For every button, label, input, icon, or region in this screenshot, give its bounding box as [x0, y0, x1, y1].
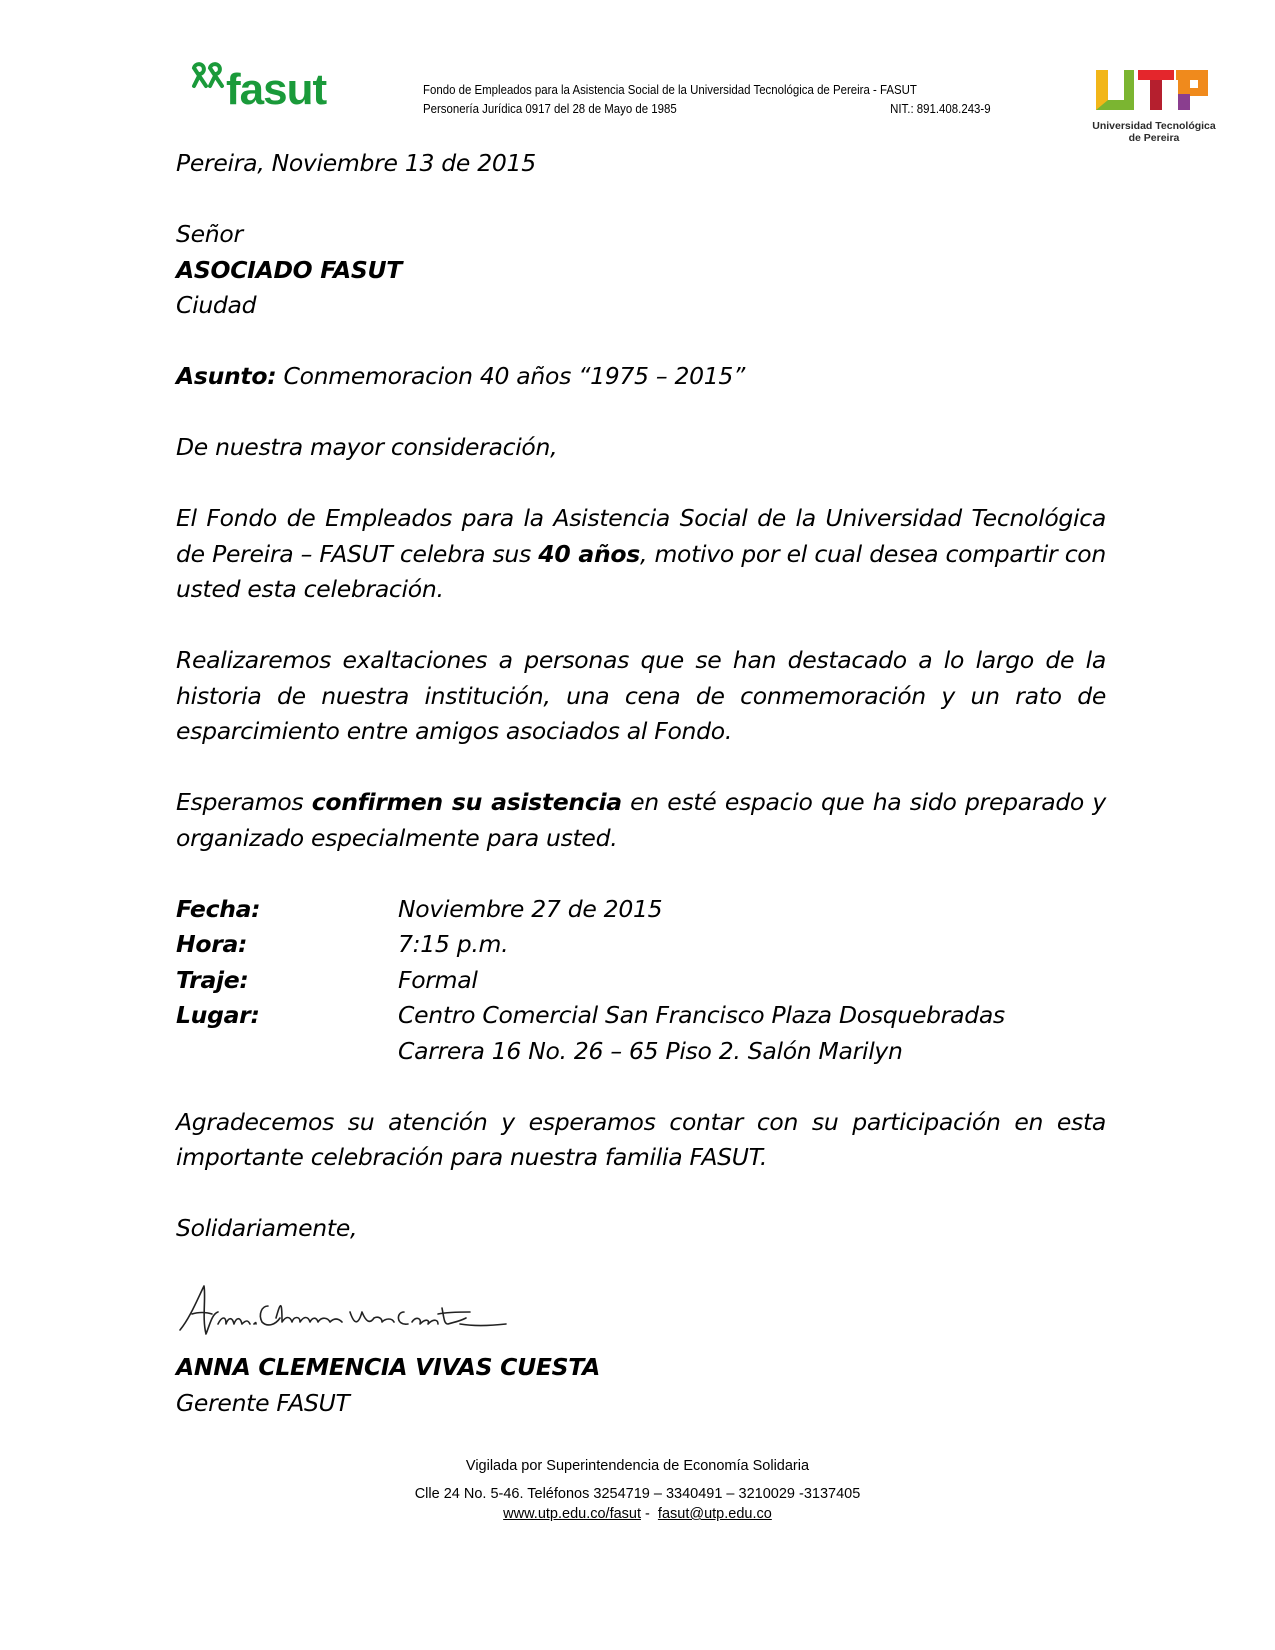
header-org-info [423, 80, 991, 118]
org-name-line: Fondo de Empleados para la Asistencia Social de la Universidad Tecnológica de Pereira - FASUT [423, 82, 917, 97]
signer-name-text: ANNA CLEMENCIA VIVAS CUESTA [176, 1353, 601, 1381]
email-link[interactable]: fasut@utp.edu.co [657, 1506, 772, 1522]
footer-separator: - [641, 1506, 658, 1522]
traje-value: Formal [398, 965, 478, 994]
paragraph-4: Agradecemos su atención y esperamos contar con su participación en esta importante celebración para nuestra familia FASUT. [176, 1107, 1106, 1171]
salutation: Señor [176, 220, 243, 248]
recipient-city: Ciudad [176, 291, 257, 319]
letter-date: Pereira, Noviembre 13 de 2015 [176, 149, 536, 177]
fecha-label: Fecha: [176, 894, 261, 923]
signer-name [176, 1350, 600, 1386]
fecha-value: Noviembre 27 de 2015 [398, 894, 663, 923]
nit-number: NIT.: 891.408.243-9 [890, 101, 991, 116]
paragraph-2: Realizaremos exaltaciones a personas que se han destacado a lo largo de la historia de nuestra institución, una cena de conmemoración y un rato de esparcimiento entre amigos asociados al Fondo. [176, 646, 1106, 745]
subject-label: Asunto: [176, 362, 277, 390]
lugar-value-2: Carrera 16 No. 26 – 65 Piso 2. Salón Marilyn [398, 1036, 903, 1065]
traje-label: Traje: [176, 965, 249, 994]
subject-line [176, 359, 1106, 395]
hora-value: 7:15 p.m. [398, 930, 509, 958]
paragraph-3-text-b: en esté espacio que ha sido preparado y organizado especialmente para usted. [176, 788, 1106, 852]
paragraph-3 [176, 785, 1106, 856]
recipient [176, 253, 1106, 289]
event-details [176, 892, 1106, 1070]
footer-address: Clle 24 No. 5-46. Teléfonos 3254719 – 3340491 – 3210029 -3137405 [414, 1486, 861, 1502]
utp-name-line-1: Universidad Tecnológica [1092, 120, 1216, 132]
footer [0, 1452, 1275, 1524]
lugar-value-1: Centro Comercial San Francisco Plaza Dosquebradas [398, 1001, 1005, 1029]
fasut-logo-text: fasut [226, 65, 327, 114]
website-link[interactable]: www.utp.edu.co/fasut [503, 1506, 641, 1522]
recipient-name: ASOCIADO FASUT [176, 255, 402, 284]
utp-name [1090, 120, 1218, 144]
legal-registration: Personería Jurídica 0917 del 28 de Mayo de 1985 [423, 101, 677, 116]
greeting: De nuestra mayor consideración, [176, 433, 558, 461]
paragraph-3-text-a: Esperamos [176, 788, 312, 816]
handwritten-signature [176, 1278, 536, 1346]
legal-line [423, 99, 991, 118]
footer-supervision: Vigilada por Superintendencia de Economía Solidaria [465, 1458, 810, 1474]
signer-block [176, 1350, 600, 1421]
letter-body [176, 146, 1106, 1247]
hora-label: Hora: [176, 930, 248, 958]
utp-logo [1090, 64, 1220, 150]
paragraph-1-text-a: El Fondo de Empleados para la Asistencia Social de la Universidad Tecnológica de Pereira – FASUT celebra sus [176, 504, 1106, 568]
paragraph-3-bold: confirmen su asistencia [311, 788, 622, 816]
paragraph-1-text-b: , motivo por el cual desea compartir con usted esta celebración. [176, 539, 1106, 603]
footer-links [0, 1504, 1275, 1524]
fasut-ribbon-icon [190, 60, 230, 90]
utp-mark-icon [1094, 64, 1214, 118]
signer-title: Gerente FASUT [176, 1388, 350, 1417]
lugar-label: Lugar: [176, 1001, 260, 1029]
paragraph-1-bold: 40 años [538, 539, 640, 568]
paragraph-1 [176, 501, 1106, 608]
utp-name-line-2: de Pereira [1128, 132, 1180, 144]
fasut-logo [190, 58, 350, 130]
subject-text: Conmemoracion 40 años “1975 – 2015” [276, 362, 745, 390]
closing: Solidariamente, [176, 1214, 358, 1242]
